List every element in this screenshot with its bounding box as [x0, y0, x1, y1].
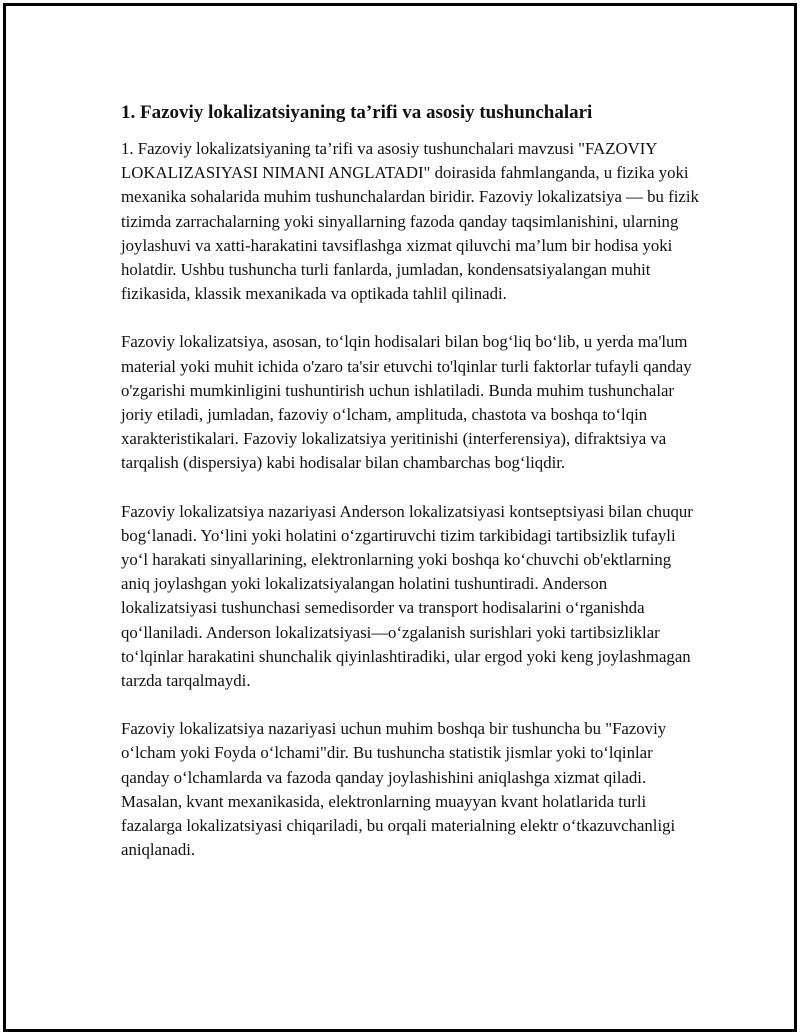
page-frame: [3, 3, 797, 1032]
paragraph-3: Fazoviy lokalizatsiya nazariyasi Anderson lokalizatsiyasi kontseptsiyasi bilan chuqur bog‘lanadi. Yo‘lini yoki holatini o‘zgartiruvchi tizim tarkibidagi tartibsizlik tufayli yo‘l harakati sinyallarining, elektronlarning yoki boshqa ko‘chuvchi ob'ektlarning aniq joylashgan yoki lokalizatsiyalangan holatini tushuntiradi. Anderson lokalizatsiyasi tushunchasi semedisorder va transport hodisalarini o‘rganishda qo‘llaniladi. Anderson lokalizatsiyasi—o‘zgalanish surishlari yoki tartibsizliklar to‘lqinlar harakatini shunchalik qiyinlashtiradiki, ular ergod yoki keng joylashmagan tarzda tarqalmaydi.: [121, 501, 693, 691]
paragraph-1: 1. Fazoviy lokalizatsiyaning ta’rifi va asosiy tushunchalari mavzusi "FAZOVIY LOKALIZASIYASI NIMANI ANGLATADI" doirasida fahmlanganda, u fizika yoki mexanika sohalarida muhim tushunchalardan biridir. Fazoviy lokalizatsiya — bu fizik tizimda zarrachalarning yoki sinyallarning fazoda qanday taqsimlanishini, ularning joylashuvi va xatti-harakatini tavsiflashga xizmat qiluvchi ma’lum bir hodisa yoki holatdir. Ushbu tushuncha turli fanlarda, jumladan, kondensatsiyalangan muhit fizikasida, klassik mexanikada va optikada tahlil qilinadi.: [121, 139, 699, 304]
paragraph-2: Fazoviy lokalizatsiya, asosan, to‘lqin hodisalari bilan bog‘liq bo‘lib, u yerda ma'lum material yoki muhit ichida o'zaro ta'sir etuvchi to'lqinlar turli faktorlar tufayli qanday o'zgarishi mumkinligini tushuntirish uchun ishlatiladi. Bunda muhim tushunchalar joriy etiladi, jumladan, fazoviy o‘lcham, amplituda, chastota va boshqa to‘lqin xarakteristikalari. Fazoviy lokalizatsiya yeritinishi (interferensiya), difraktsiya va tarqalish (dispersiya) kabi hodisalar bilan chambarchas bog‘liqdir.: [121, 332, 692, 473]
document-title: 1. Fazoviy lokalizatsiyaning ta’rifi va asosiy tushunchalari: [121, 102, 593, 123]
paragraph-4: Fazoviy lokalizatsiya nazariyasi uchun muhim boshqa bir tushuncha bu "Fazoviy o‘lcham yoki Foyda o‘lchami"dir. Bu tushuncha statistik jismlar yoki to‘lqinlar qanday o‘lchamlarda va fazoda qanday joylashishini aniqlashga xizmat qiladi. Masalan, kvant mexanikasida, elektronlarning muayyan kvant holatlarida turli fazalarga lokalizatsiyasi chiqariladi, bu orqali materialning elektr o‘tkazuvchanligi aniqlanadi.: [121, 719, 676, 860]
document-body: [121, 101, 701, 862]
